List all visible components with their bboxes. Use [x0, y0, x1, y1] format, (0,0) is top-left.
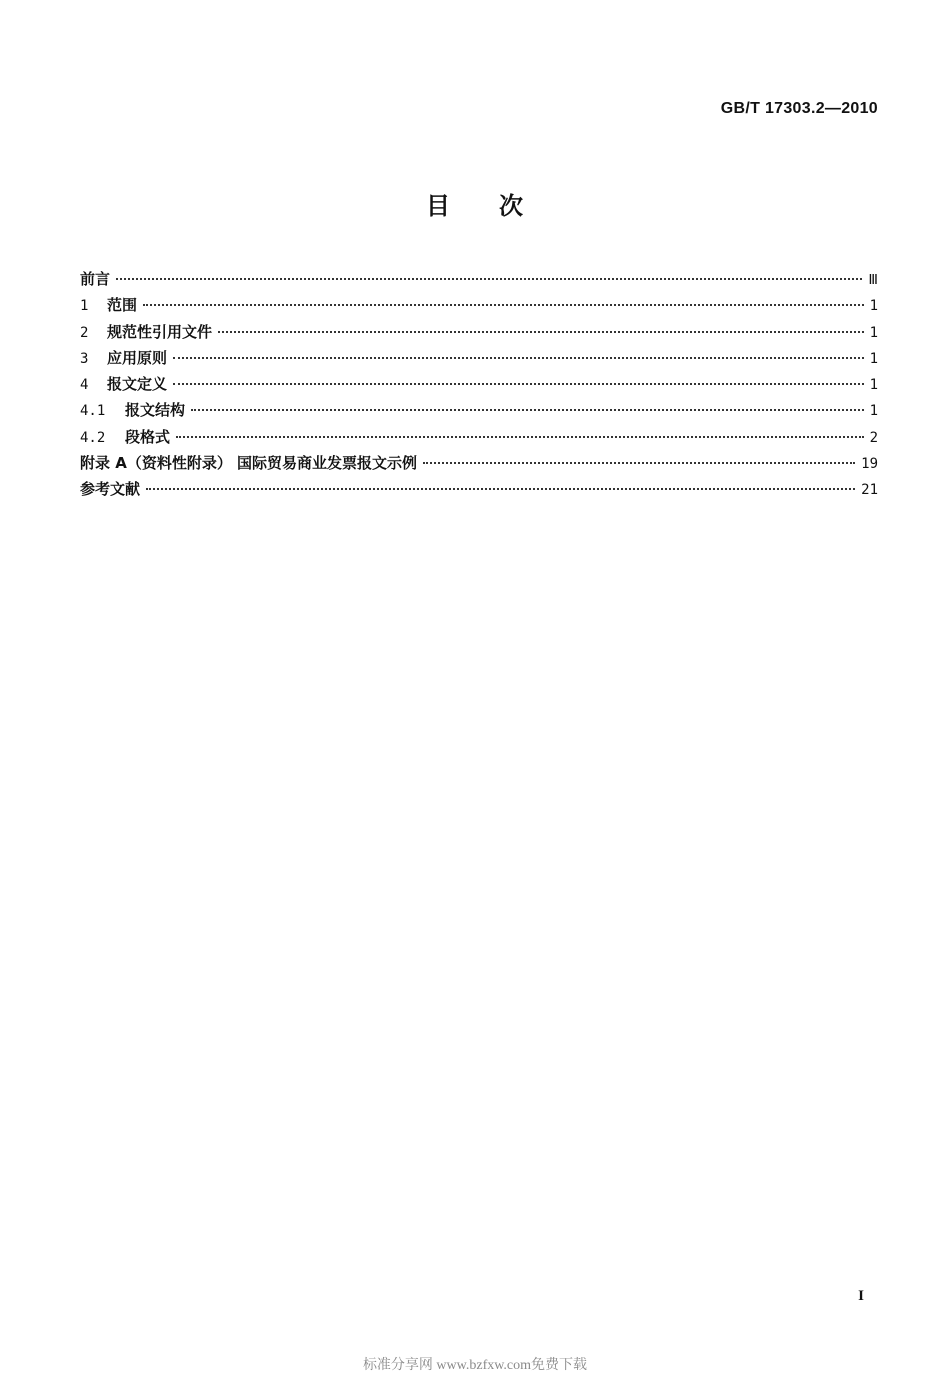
title-char-2: 次 [499, 192, 524, 220]
toc-entry-foreword[interactable] [80, 268, 878, 294]
toc-label: 前言 [80, 270, 111, 288]
toc-label: 范围 [107, 296, 138, 315]
toc-section-number: 3 [80, 350, 89, 367]
toc-section-number: 4.1 [80, 403, 106, 420]
toc-leader-dots [423, 462, 855, 464]
toc-label: 附录 A（资料性附录） 国际贸易商业发票报文示例 [80, 454, 418, 473]
watermark-text: 标准分享网 www.bzfxw.com免费下载 [362, 1358, 588, 1373]
toc-page-number: Ⅲ [868, 272, 878, 288]
toc-entry-segment-format[interactable] [80, 426, 878, 452]
toc-leader-dots [191, 409, 864, 411]
toc-leader-dots [173, 383, 864, 385]
toc-entry-scope[interactable] [80, 294, 878, 320]
toc-page-number: 1 [869, 350, 878, 367]
toc-leader-dots [176, 436, 864, 438]
toc-entry-normative-references[interactable] [80, 321, 878, 347]
standard-number: GB/T 17303.2—2010 [720, 100, 878, 117]
toc-page-number: 1 [869, 324, 878, 341]
toc-entry-message-structure[interactable] [80, 399, 878, 425]
toc-leader-dots [143, 304, 864, 306]
toc-section-number: 2 [80, 324, 89, 341]
toc-entry-annex-a[interactable] [80, 452, 878, 478]
toc-label: 段格式 [125, 427, 171, 446]
toc-label: 报文结构 [125, 401, 186, 420]
toc-leader-dots [116, 278, 862, 280]
toc-leader-dots [173, 357, 864, 359]
toc-entry-application-principles[interactable] [80, 347, 878, 373]
table-of-contents [80, 268, 878, 505]
toc-leader-dots [218, 331, 864, 333]
toc-page-number: 1 [869, 403, 878, 420]
page-number: I [858, 1288, 864, 1304]
toc-page-number: 21 [861, 482, 878, 499]
toc-page-number: 1 [869, 298, 878, 315]
toc-label: 报文定义 [107, 375, 168, 394]
toc-section-number: 1 [80, 298, 89, 315]
toc-section-number: 4.2 [80, 429, 106, 446]
toc-entry-bibliography[interactable] [80, 478, 878, 504]
page-title [0, 186, 950, 221]
toc-leader-dots [146, 488, 855, 490]
toc-entry-message-definition[interactable] [80, 373, 878, 399]
toc-label: 参考文献 [80, 480, 141, 499]
toc-label: 规范性引用文件 [107, 322, 213, 341]
toc-section-number: 4 [80, 377, 89, 394]
toc-page-number: 19 [861, 456, 878, 473]
toc-label: 应用原则 [107, 348, 168, 367]
title-char-1: 目 [426, 192, 451, 220]
toc-page-number: 2 [869, 429, 878, 446]
toc-page-number: 1 [869, 377, 878, 394]
